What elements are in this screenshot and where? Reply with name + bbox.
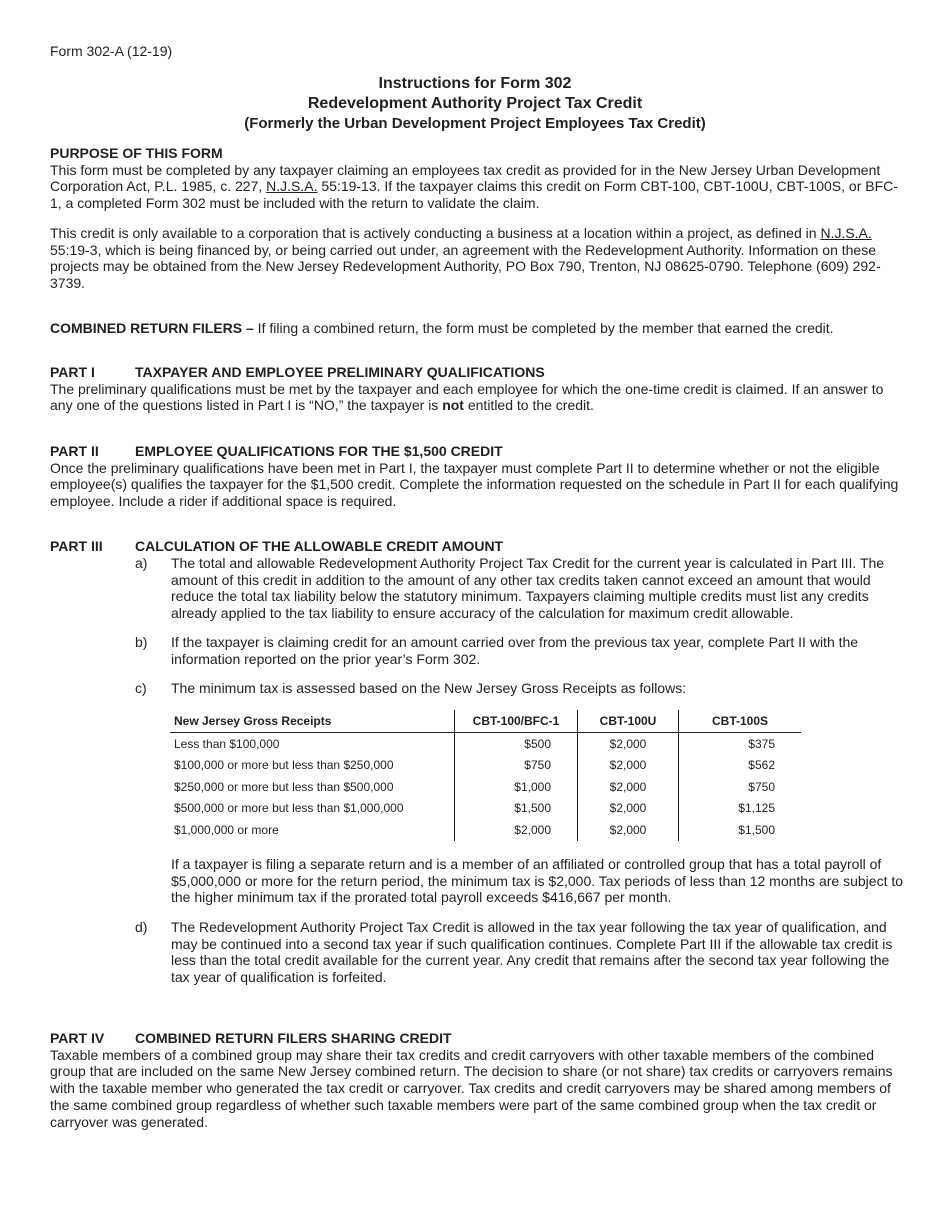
table-cell: $1,000,000 or more xyxy=(174,822,279,837)
part-3-item-b xyxy=(135,634,905,667)
table-row xyxy=(170,819,801,841)
table-cell: $750 xyxy=(455,755,578,777)
part-3-title: CALCULATION OF THE ALLOWABLE CREDIT AMOUNT xyxy=(135,538,504,554)
part-2-number: PART II xyxy=(50,443,99,459)
part-1-text-bold: not xyxy=(442,397,464,414)
part-1-title: TAXPAYER AND EMPLOYEE PRELIMINARY QUALIFICATIONS xyxy=(135,364,545,380)
item-d-label: d) xyxy=(135,919,148,935)
table-cell: $375 xyxy=(679,733,802,755)
page-title xyxy=(0,74,950,134)
part-2-section xyxy=(50,443,905,510)
table-cell: $2,000 xyxy=(578,819,679,841)
purpose-heading: PURPOSE OF THIS FORM xyxy=(50,145,223,161)
part-2-text: Once the preliminary qualifications have been met in Part I, the taxpayer must complete Part II to determine whether or not the eligible employee(s) qualifies the taxpayer for the $1,500 credit. Complete the information requested on the schedule in Part II for each qualifying employee. Include a rider if additional space is required. xyxy=(50,459,899,510)
table-header: CBT-100S xyxy=(679,710,802,733)
table-cell: $1,000 xyxy=(455,776,578,798)
item-c-label: c) xyxy=(135,680,147,696)
minimum-tax-table xyxy=(170,710,801,841)
part-1-text xyxy=(50,381,905,414)
item-b-label: b) xyxy=(135,634,148,650)
form-number: Form 302-A (12-19) xyxy=(50,43,173,59)
purpose-p1-text-b: 55:19-13. If the taxpayer claims this credit on Form CBT-100, CBT-100U, CBT-100S, or BFC-1, a completed Form 302 must be included with the return to validate the claim. xyxy=(50,178,898,212)
item-d-text: The Redevelopment Authority Project Tax Credit is allowed in the tax year following the tax year of qualification, and may be continued into a second tax year if such qualification continues. Complete Part III if the allowable tax credit is less than the total credit available for the current year. Any credit that remains after the second tax year following the tax year of qualification is forfeited. xyxy=(171,919,893,986)
table-row xyxy=(170,798,801,820)
purpose-paragraph-2 xyxy=(50,225,905,292)
title-line-1: Instructions for Form 302 xyxy=(378,75,572,92)
table-header: CBT-100U xyxy=(578,710,679,733)
table-row xyxy=(170,776,801,798)
part-4-section xyxy=(50,1030,905,1130)
table-cell: $562 xyxy=(679,755,802,777)
table-cell: $2,000 xyxy=(578,798,679,820)
purpose-section xyxy=(50,145,905,212)
table-row xyxy=(170,733,801,755)
part-1-number: PART I xyxy=(50,364,95,380)
part-4-text: Taxable members of a combined group may share their tax credits and credit carryovers with other taxable members of the combined group that are included on the same New Jersey combined return. The decision to share (or not share) tax credits or carryovers remains with the taxable member who generated the tax credit or carryover. Tax credits and credit carryovers may be shared among members of the same combined group regardless of whether such taxable members were part of the same combined group when the tax credit or carryover was generated. xyxy=(50,1046,893,1130)
part-1-text-b: entitled to the credit. xyxy=(463,397,594,414)
table-cell: $2,000 xyxy=(578,755,679,777)
table-header: New Jersey Gross Receipts xyxy=(170,710,455,733)
part-2-heading xyxy=(50,443,905,460)
part-1-heading xyxy=(50,364,905,381)
table-header: CBT-100/BFC-1 xyxy=(455,710,578,733)
table-cell: $250,000 or more but less than $500,000 xyxy=(174,779,394,794)
part-3-item-a xyxy=(135,555,905,622)
table-cell: $750 xyxy=(679,776,802,798)
table-cell: $500,000 or more but less than $1,000,000 xyxy=(174,801,404,816)
purpose-p2-text-b: 55:19-3, which is being financed by, or being carried out under, an agreement with the Redevelopment Authority. Information on these projects may be obtained from the New Jersey Redevelopment Authority, PO Box 790, Trenton, NJ 08625-0790. Telephone (609) 292-3739. xyxy=(50,241,881,292)
purpose-p2-text-a: This credit is only available to a corporation that is actively conducting a business at a location within a project, as defined in xyxy=(50,225,821,241)
table-cell: $2,000 xyxy=(578,733,679,755)
purpose-p1-text-a: This form must be completed by any taxpayer claiming an employees tax credit as provided for in the New Jersey Urban Development Corporation Act, P.L. 1985, c. 227, xyxy=(50,161,881,195)
item-a-text: The total and allowable Redevelopment Authority Project Tax Credit for the current year is calculated in Part III. The amount of this credit in addition to the amount of any other tax credits taken cannot exceed an amount that would reduce the total tax liability below the statutory minimum. Taxpayers claiming multiple credits must list any credits already applied to the tax liability to ensure accuracy of the calculation for maximum credit allowable. xyxy=(171,555,885,622)
part-3-number: PART III xyxy=(50,538,103,554)
combined-return-label: COMBINED RETURN FILERS – xyxy=(50,320,254,336)
part-4-number: PART IV xyxy=(50,1030,105,1046)
part-3-heading xyxy=(50,538,905,555)
table-cell: $2,000 xyxy=(455,819,578,841)
table-cell: $1,500 xyxy=(455,798,578,820)
table-header-row xyxy=(170,710,801,733)
table-cell: $2,000 xyxy=(578,776,679,798)
item-b-text: If the taxpayer is claiming credit for an amount carried over from the previous tax year, complete Part II with the information reported on the prior year’s Form 302. xyxy=(171,634,859,667)
purpose-p2-statute: N.J.S.A. xyxy=(820,225,872,241)
part-4-title: COMBINED RETURN FILERS SHARING CREDIT xyxy=(135,1030,452,1046)
part-3-item-c-note xyxy=(135,856,905,906)
item-a-label: a) xyxy=(135,555,148,571)
part-2-title: EMPLOYEE QUALIFICATIONS FOR THE $1,500 CREDIT xyxy=(135,443,503,459)
part-1-text-a: The preliminary qualifications must be met by the taxpayer and each employee for which the one-time credit is claimed. If an answer to any one of the questions listed in Part I is “NO,” the taxpayer is xyxy=(50,380,884,414)
table-cell: $100,000 or more but less than $250,000 xyxy=(174,758,394,773)
purpose-p1-statute: N.J.S.A. xyxy=(266,178,318,195)
part-1-section xyxy=(50,364,905,414)
table-cell: $500 xyxy=(455,733,578,755)
combined-return-text: If filing a combined return, the form must be completed by the member that earned the credit. xyxy=(253,320,834,336)
part-4-heading xyxy=(50,1030,905,1047)
table-cell: $1,500 xyxy=(679,819,802,841)
table-cell: Less than $100,000 xyxy=(174,736,280,751)
item-c-note-text: If a taxpayer is filing a separate return and is a member of an affiliated or controlled group that has a total payroll of $5,000,000 or more for the return period, the minimum tax is $2,000. Tax periods of less than 12 months are subject to the higher minimum tax if the prorated total payroll exceeds $416,667 per month. xyxy=(171,856,904,906)
purpose-paragraph-1 xyxy=(50,162,905,212)
title-line-2: Redevelopment Authority Project Tax Credit xyxy=(307,95,643,112)
part-3-item-d xyxy=(135,919,905,986)
table-cell: $1,125 xyxy=(679,798,802,820)
table-row xyxy=(170,755,801,777)
title-line-3: (Formerly the Urban Development Project Employees Tax Credit) xyxy=(244,115,706,132)
combined-return-note xyxy=(50,320,905,337)
item-c-text: The minimum tax is assessed based on the New Jersey Gross Receipts as follows: xyxy=(171,680,687,696)
part-3-item-c xyxy=(135,680,905,697)
